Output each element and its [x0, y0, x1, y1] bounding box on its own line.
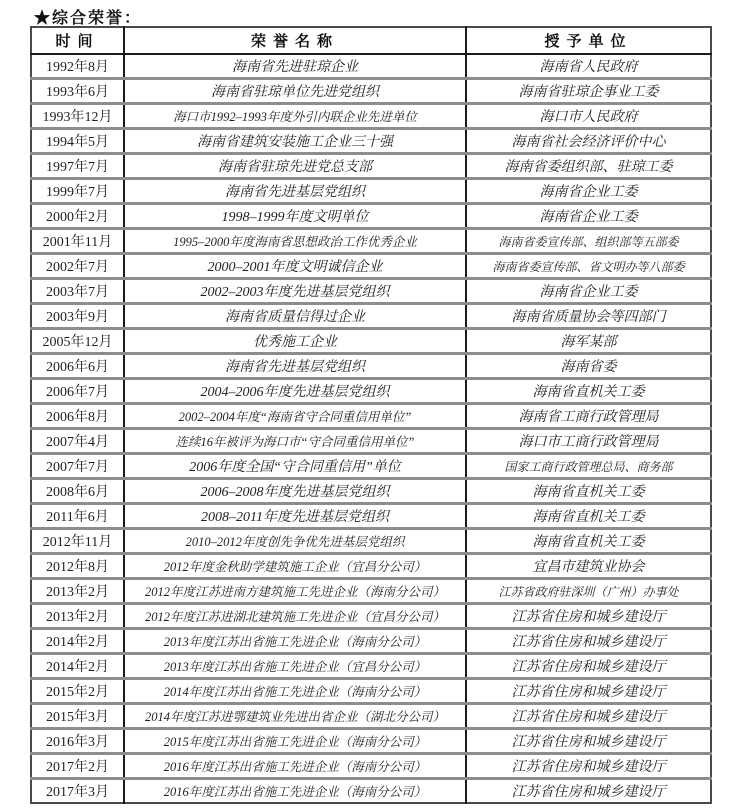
cell-awarder: 海南省直机关工委: [466, 379, 711, 404]
cell-honor: 优秀施工企业: [124, 329, 466, 354]
cell-awarder: 海南省工商行政管理局: [466, 404, 711, 429]
cell-awarder: 海口市人民政府: [466, 104, 711, 129]
section-title: ★综合荣誉：: [34, 10, 143, 27]
cell-time: 2017年3月: [31, 779, 124, 804]
cell-time: 2000年2月: [31, 204, 124, 229]
table-row: [31, 729, 711, 754]
cell-honor: 2014年度江苏出省施工先进企业（海南分公司）: [124, 679, 466, 704]
cell-honor: 2002–2003年度先进基层党组织: [124, 279, 466, 304]
cell-awarder: 江苏省住房和城乡建设厅: [466, 654, 711, 679]
cell-honor: 海南省建筑安装施工企业三十强: [124, 129, 466, 154]
cell-awarder: 宜昌市建筑业协会: [466, 554, 711, 579]
table-row: [31, 604, 711, 629]
table-row: [31, 79, 711, 104]
cell-time: 2013年2月: [31, 604, 124, 629]
cell-honor: 2006年度全国“守合同重信用”单位: [124, 454, 466, 479]
cell-honor: 1998–1999年度文明单位: [124, 204, 466, 229]
cell-honor: 2015年度江苏出省施工先进企业（海南分公司）: [124, 729, 466, 754]
table-row: [31, 579, 711, 604]
cell-honor: 2016年度江苏出省施工先进企业（海南分公司）: [124, 779, 466, 804]
cell-awarder: 海军某部: [466, 329, 711, 354]
cell-honor: 2014年度江苏进鄂建筑业先进出省企业（湖北分公司）: [124, 704, 466, 729]
cell-time: 2002年7月: [31, 254, 124, 279]
cell-time: 1997年7月: [31, 154, 124, 179]
cell-awarder: 国家工商行政管理总局、商务部: [466, 454, 711, 479]
table-row: [31, 304, 711, 329]
cell-awarder: 江苏省住房和城乡建设厅: [466, 679, 711, 704]
table-row: [31, 504, 711, 529]
cell-honor: 2013年度江苏出省施工先进企业（海南分公司）: [124, 629, 466, 654]
cell-honor: 2006–2008年度先进基层党组织: [124, 479, 466, 504]
table-row: [31, 454, 711, 479]
cell-awarder: 海南省委: [466, 354, 711, 379]
table-row: [31, 629, 711, 654]
table-row: [31, 429, 711, 454]
table-row: [31, 179, 711, 204]
cell-time: 1993年12月: [31, 104, 124, 129]
table-row: [31, 479, 711, 504]
table-row: [31, 654, 711, 679]
header-awarding-unit: 授予单位: [466, 27, 711, 54]
cell-time: 2014年2月: [31, 629, 124, 654]
table-row: [31, 754, 711, 779]
table-row: [31, 529, 711, 554]
cell-honor: 2012年度江苏进湖北建筑施工先进企业（宜昌分公司）: [124, 604, 466, 629]
cell-time: 2011年6月: [31, 504, 124, 529]
cell-awarder: 海南省直机关工委: [466, 529, 711, 554]
table-row: [31, 779, 711, 804]
cell-awarder: 海南省直机关工委: [466, 504, 711, 529]
cell-awarder: 海口市工商行政管理局: [466, 429, 711, 454]
table-row: [31, 404, 711, 429]
cell-honor: 海口市1992–1993年度外引内联企业先进单位: [124, 104, 466, 129]
cell-time: 2014年2月: [31, 654, 124, 679]
cell-awarder: 海南省企业工委: [466, 279, 711, 304]
cell-awarder: 海南省人民政府: [539, 60, 638, 75]
cell-honor: 2004–2006年度先进基层党组织: [124, 379, 466, 404]
cell-honor: 海南省先进驻琼企业: [124, 54, 466, 79]
cell-honor: 2000–2001年度文明诚信企业: [124, 254, 466, 279]
table-row: [31, 354, 711, 379]
cell-honor: 海南省驻琼单位先进党组织: [124, 79, 466, 104]
cell-time: 2006年6月: [31, 354, 124, 379]
cell-time: 2003年9月: [31, 304, 124, 329]
cell-honor: 2013年度江苏出省施工先进企业（宜昌分公司）: [124, 654, 466, 679]
cell-awarder: 海南省驻琼企事业工委: [466, 79, 711, 104]
cell-time: 1992年8月: [31, 54, 124, 79]
cell-honor: 2010–2012年度创先争优先进基层党组织: [124, 529, 466, 554]
cell-honor: 2002–2004年度“海南省守合同重信用单位”: [124, 404, 466, 429]
table-row: [31, 54, 711, 79]
cell-awarder: 海南省企业工委: [466, 179, 711, 204]
cell-time: 2005年12月: [31, 329, 124, 354]
table-row: [31, 204, 711, 229]
cell-honor: 连续16年被评为海口市“守合同重信用单位”: [124, 429, 466, 454]
cell-awarder: 海南省直机关工委: [466, 479, 711, 504]
cell-time: 1999年7月: [31, 179, 124, 204]
cell-time: 2013年2月: [31, 579, 124, 604]
cell-honor: 海南省质量信得过企业: [124, 304, 466, 329]
cell-time: 2015年3月: [31, 704, 124, 729]
cell-awarder: 海南省委宣传部、省文明办等八部委: [466, 254, 711, 279]
cell-awarder: 海南省企业工委: [466, 204, 711, 229]
cell-time: 2017年2月: [31, 754, 124, 779]
cell-awarder: 江苏省住房和城乡建设厅: [466, 604, 711, 629]
cell-time: 1993年6月: [31, 79, 124, 104]
cell-time: 2016年3月: [31, 729, 124, 754]
cell-honor: 2008–2011年度先进基层党组织: [124, 504, 466, 529]
cell-honor: 海南省先进基层党组织: [124, 354, 466, 379]
cell-time: 2001年11月: [31, 229, 124, 254]
table-row: [31, 554, 711, 579]
table-header: [31, 27, 711, 54]
cell-time: 2012年11月: [31, 529, 124, 554]
header-time: 时间: [31, 27, 124, 54]
cell-time: 2008年6月: [31, 479, 124, 504]
table-row: [31, 254, 711, 279]
cell-honor: 海南省驻琼先进党总支部: [124, 154, 466, 179]
table-row: [31, 329, 711, 354]
cell-awarder: 江苏省政府驻深圳（广州）办事处: [466, 579, 711, 604]
cell-honor: 海南省先进基层党组织: [124, 179, 466, 204]
table-row: [31, 229, 711, 254]
table-body: [31, 54, 711, 803]
table-row: [31, 129, 711, 154]
cell-time: 1994年5月: [31, 129, 124, 154]
cell-time: 2006年7月: [31, 379, 124, 404]
table-row: [31, 379, 711, 404]
cell-time: 2007年7月: [31, 454, 124, 479]
cell-time: 2003年7月: [31, 279, 124, 304]
cell-time: 2006年8月: [31, 404, 124, 429]
cell-honor: 1995–2000年度海南省思想政治工作优秀企业: [124, 229, 466, 254]
table-row: [31, 104, 711, 129]
cell-awarder: 海南省委组织部、驻琼工委: [466, 154, 711, 179]
cell-honor: 2012年度江苏进南方建筑施工先进企业（海南分公司）: [124, 579, 466, 604]
cell-time: 2007年4月: [31, 429, 124, 454]
cell-awarder: 江苏省住房和城乡建设厅: [466, 754, 711, 779]
cell-awarder: 江苏省住房和城乡建设厅: [466, 629, 711, 654]
table-row: [31, 704, 711, 729]
header-row: [31, 27, 711, 54]
cell-honor: 2012年度金秋助学建筑施工企业（宜昌分公司）: [124, 554, 466, 579]
cell-awarder: 海南省质量协会等四部门: [466, 304, 711, 329]
table-row: [31, 154, 711, 179]
header-honor-name: 荣誉名称: [124, 27, 466, 54]
cell-time: 2012年8月: [31, 554, 124, 579]
table-row: [31, 279, 711, 304]
cell-awarder: 海南省委宣传部、组织部等五部委: [466, 229, 711, 254]
table-row: [31, 679, 711, 704]
cell-awarder: 江苏省住房和城乡建设厅: [466, 704, 711, 729]
honors-table: [30, 26, 712, 804]
cell-awarder: 江苏省住房和城乡建设厅: [466, 779, 711, 804]
cell-awarder: 江苏省住房和城乡建设厅: [466, 729, 711, 754]
cell-honor: 2016年度江苏出省施工先进企业（海南分公司）: [124, 754, 466, 779]
cell-awarder: 海南省社会经济评价中心: [466, 129, 711, 154]
cell-time: 2015年2月: [31, 679, 124, 704]
